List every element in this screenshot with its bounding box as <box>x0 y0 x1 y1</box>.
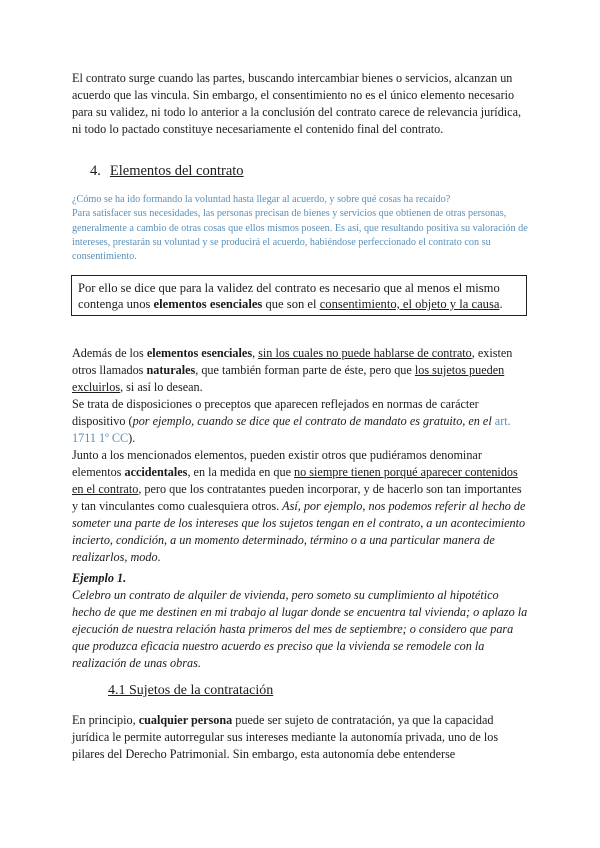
box-bold: elementos esenciales <box>153 297 263 311</box>
subsection-heading: 4.1 Sujetos de la contratación <box>108 683 274 698</box>
bold-text: accidentales <box>124 465 188 479</box>
example-text: Celebro un contrato de alquiler de vivienda, pero someto su cumplimiento al hipotético hecho de que me destinen en mi trabajo al lugar donde se encuentra tal vivienda; o aplazo la ejecución de nuestra relación hasta primeros del mes de septiembre; o considero que para que produzca eficacia nuestro acuerdo es preciso que la vivienda se remodele con la realización de unas obras. <box>72 588 528 670</box>
question-line: ¿Cómo se ha ido formando la voluntad hasta llegar al acuerdo, y sobre qué cosas ha recaído? <box>72 194 451 205</box>
dispositive-paragraph <box>72 396 530 447</box>
text: , que también forman parte de éste, pero que <box>195 363 415 377</box>
text: En principio, <box>72 713 139 727</box>
italic-text: Así, por ejemplo, nos podemos referir al hecho de someter una parte de los intereses que los sujetos tengan en el contrato, a un acontecimiento incierto, condición, a un momento determinado, término o a una particular manera de realizarlos, modo <box>72 499 526 564</box>
section-heading <box>90 163 244 180</box>
key-concept-box <box>71 275 527 316</box>
text: , existen otros llamados <box>72 346 513 377</box>
elements-body <box>72 345 530 566</box>
text: Se trata de disposiciones o preceptos que aparecen reflejados en normas de carácter dispositivo ( <box>72 397 479 428</box>
underlined-text: sin los cuales no puede hablarse de contrato <box>258 346 472 360</box>
example-title: Ejemplo 1. <box>72 571 127 585</box>
box-text: Por ello se dice que para la validez del contrato es necesario que al menos el mismo contenga unos <box>78 281 500 311</box>
text: Además de los <box>72 346 147 360</box>
text: , en la medida en que <box>187 465 295 479</box>
guiding-question <box>72 193 532 264</box>
bold-text: cualquier persona <box>138 713 233 727</box>
example-block <box>72 570 530 672</box>
text: puede ser sujeto de contratación, ya que la capacidad jurídica le permite autorregular sus intereses mediante la autonomía privada, uno de los pilares del Derecho Patrimonial. Sin embargo, esta autonomía debe entenderse <box>72 713 499 761</box>
accidental-elements-paragraph <box>72 447 530 566</box>
intro-paragraph: El contrato surge cuando las partes, buscando intercambiar bienes o servicios, alcanzan un acuerdo que las vincula. Sin embargo, el consentimiento no es el único elemento necesario para su validez, ni todo lo anterior a la conclusión del contrato carece de relevancia jurídica, ni todo lo pactado constituye necesariamente el contenido final del contrato. <box>72 71 522 136</box>
section-number: 4. <box>90 163 101 179</box>
underlined-text: los sujetos pueden excluirlos <box>72 363 505 394</box>
subjects-paragraph <box>72 712 530 763</box>
box-text: que son el <box>262 297 320 311</box>
box-text: . <box>499 297 503 311</box>
text: ). <box>128 431 136 445</box>
text: , si así lo desean. <box>120 380 203 394</box>
question-answer: Para satisfacer sus necesidades, las personas precisan de bienes y servicios que obtienen de otras personas, generalmente a cambio de otras cosas que ellos mismos poseen. Es así, que resultando positiva su valoración de intereses, prestarán su voluntad y se producirá el acuerdo, habiéndose perfeccionado el contrato con su consentimiento. <box>72 208 528 263</box>
box-underline: consentimiento, el objeto y la causa <box>319 297 500 311</box>
article-link[interactable]: art. 1711 1º CC <box>72 414 511 445</box>
text: Junto a los mencionados elementos, pueden existir otros que pudiéramos denominar elementos <box>72 448 482 479</box>
bold-text: naturales <box>146 363 196 377</box>
underlined-text: no siempre tienen porqué aparecer contenidos en el contrato <box>72 465 518 496</box>
text: , pero que los contratantes pueden incorporar, y de hacerlo son tan importantes y tan vinculantes como cualesquiera otros. <box>72 482 522 513</box>
bold-text: elementos esenciales <box>146 346 253 360</box>
section-title: Elementos del contrato <box>109 163 244 179</box>
text: , <box>252 346 259 360</box>
text: . <box>157 550 161 564</box>
natural-elements-paragraph <box>72 345 530 396</box>
italic-text: por ejemplo, cuando se dice que el contrato de mandato es gratuito, en el <box>132 414 495 428</box>
